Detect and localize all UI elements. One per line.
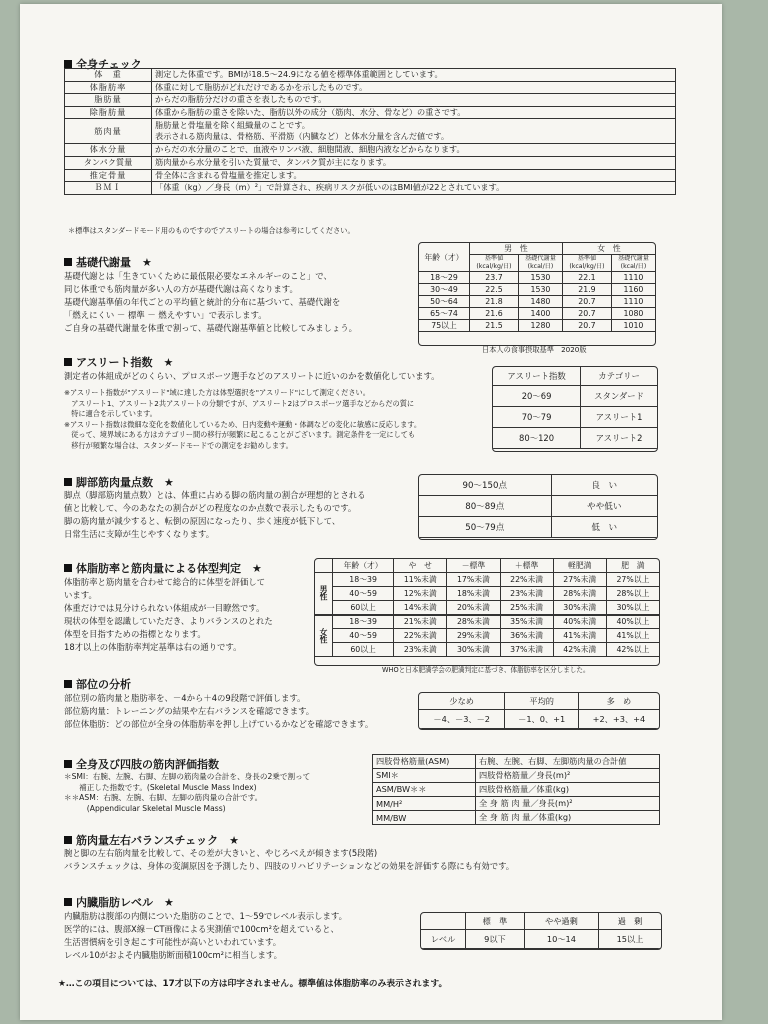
table-row: 75以上 21.5 1280 20.7 1010 (419, 320, 656, 332)
table-row: タンパク質量 筋肉量から水分量を引いた質量で、タンパク質が主になります。 (65, 156, 676, 169)
table-row: ＢＭＩ 「体重（kg）／身長（m）²」で計算され、疾病リスクが低いのはBMI値が22とされています。 (65, 182, 676, 195)
bmr-text: 基礎代謝とは「生きていくために最低限必要なエネルギーのこと」で、 同じ体重でも筋肉量が多い人の方が基礎代謝は高くなります。 基礎代謝基準値の年代ごとの平均値と統計的分布に基づいて、基礎代謝を 「燃えにくい － 標準 － 燃えやすい」で表示します。 ご自身の基礎代謝量を体重で割って、基礎代謝基準値と比較してみましょう。 (64, 271, 357, 333)
table-row: 60以上 23%未満 30%未満 37%未満 42%未満 42%以上 (315, 643, 660, 657)
segment-table: 少なめ 平均的 多 め －4、－3、－2 －1、0、+1 +2、+3、+4 (418, 692, 660, 729)
table-row: 推定骨量 骨全体に含まれる骨塩量を推定します。 (65, 169, 676, 182)
section-title-athlete-index: アスリート指数 ★ (64, 354, 173, 370)
section-title-body-check: 全身チェック (64, 56, 142, 72)
segment-table-box (418, 692, 660, 730)
section-title-bmr: 基礎代謝量 ★ (64, 254, 152, 270)
segment-text: 部位別の筋肉量と脂肪率を、－4から＋4の9段階で評価します。 部位筋肉量：トレーニングの結果や左右バランスを確認できます。 部位体脂肪：どの部位が全身の体脂肪率を押し上げているかなどを確認できます。 (64, 693, 374, 729)
section-title-visceral-fat: 内臓脂肪レベル ★ (64, 894, 174, 910)
body-type-table-box (314, 558, 660, 666)
table-row: 30～49 22.5 1530 21.9 1160 (419, 284, 656, 296)
visceral-fat-table: 標 準 やや過剰 過 剰 レベル 9以下 10～14 15以上 (420, 912, 662, 949)
table-row: ASM/BW＊＊ 四肢骨格筋量／体重(kg) (373, 783, 660, 797)
section-title-body-type: 体脂肪率と筋肉量による体型判定 ★ (64, 560, 262, 576)
visceral-fat-text: 内臓脂肪は腹部の内側についた脂肪のことで、1～59でレベル表示します。 医学的には、腹部X線－CT画像による実測値で100cm²を超えていると、 生活習慣病を引き起こす可能性が高いといわれています。 レベル10がおよそ内臓脂肪断面積100cm²に相当します。 (64, 911, 347, 960)
athlete-table-box (492, 366, 658, 452)
body-type-table: 年齢（才） や せ －標準 ＋標準 軽肥満 肥 満 男性 18～39 11%未満 17%未満 22%未満 27%未満 27%以上 40～59 12%未満 18%未満 23%未満 28%未満 28%以上 60以上 14%未満 20%未満 25%未満 30%未満 30%以上 女性 18～39 21%未満 28%未満 35%未満 40%未満 40%以上 40～59 22%未満 29%未満 36%未満 41%未満 41%以上 60以上 23%未満 30%未満 37%未満 42%未満 42%以上 (314, 558, 660, 657)
bmr-sub-1: 基礎代謝量 (kcal/日) (518, 255, 562, 272)
balance-text: 腕と脚の左右筋肉量を比較して、その差が大きいと、やじろべえが傾きます(5段階) バランスチェックは、身体の変調原因を予測したり、四肢のリハビリテーションなどの効果を評価する際にも有効です。 (64, 848, 515, 871)
table-row: 四肢骨格筋量(ASM) 右腕、左腕、右脚、左脚筋肉量の合計値 (373, 755, 660, 769)
visceral-fat-table-box (420, 912, 662, 950)
section-title-segment-analysis: 部位の分析 (64, 676, 131, 692)
table-row: MM/H² 全 身 筋 肉 量／身長(m)² (373, 797, 660, 811)
body-type-text: 体脂肪率と筋肉量を合わせて総合的に体型を評価して います。 体重だけでは見分けられない体組成が一目瞭然です。 現状の体型を認識していただき、よりバランスのとれた 体型を目指すための指標となります。 18才以上の体脂肪率判定基準は右の通りです。 (64, 577, 273, 652)
bmr-table: 年齢（才） 男 性 女 性 基準値 (kcal/kg/日) 基礎代謝量 (kcal/日) 基準値 (kcal/kg/日) 基礎代謝量 (kcal/日) 18～29 23.7 1530 22.1 1110 30～49 22.5 1530 21.9 1160 50～64 21.8 1480 20.7 1110 65～74 21.6 1400 20.7 1080 75以上 21.5 1280 20.7 1010 (418, 242, 656, 332)
table-row: 65～74 21.6 1400 20.7 1080 (419, 308, 656, 320)
leg-muscle-table-box (418, 474, 658, 540)
table-row: 70～79 アスリート1 (493, 407, 658, 428)
bmr-sub-3: 基礎代謝量 (kcal/日) (611, 255, 655, 272)
section-title-muscle-index: 全身及び四肢の筋肉評価指数 (64, 756, 219, 772)
table-row: 体 重 測定した体重です。BMIが18.5～24.9になる値を標準体重範囲としています。 (65, 69, 676, 82)
bmr-sub-2: 基準値 (kcal/kg/日) (562, 255, 611, 272)
table-row: 筋肉量 脂肪量と骨塩量を除く組織量のことです。 表示される筋肉量は、骨格筋、平滑筋（内臓など）と体水分量を含んだ値です。 (65, 119, 676, 144)
leg-muscle-table (418, 474, 658, 538)
muscle-index-notes: ＊SMI：右腕、左腕、右脚、左脚の筋肉量の合計を、身長の2乗で割って 補正した指数です。(Skeletal Muscle Mass Index) ＊＊ASM：右腕、左腕、右脚、左脚の筋肉量の合計です。 (Appendicular Skeletal Muscle Mass) (64, 772, 311, 813)
table-row: レベル 9以下 10～14 15以上 (421, 930, 662, 949)
table-row: 40～59 12%未満 18%未満 23%未満 28%未満 28%以上 (315, 587, 660, 601)
table-row: SMI＊ 四肢骨格筋量／身長(m)² (373, 769, 660, 783)
leg-muscle-text: 脚点（脚部筋肉量点数）とは、体重に占める脚の筋肉量の割合が理想的とされる 値と比較して、今のあなたの割合がどの程度なのか点数で表示したものです。 脚の筋肉量が減少すると、転倒の原因になったり、歩く速度が低下して、 日常生活に支障が生じやすくなります。 (64, 490, 366, 539)
body-check-note: ＊標準はスタンダードモード用のものですのでアスリートの場合は参考にしてください。 (68, 226, 355, 235)
muscle-index-table (372, 754, 660, 825)
table-row: MM/BW 全 身 筋 肉 量／体重(kg) (373, 811, 660, 825)
table-row: 男性 18～39 11%未満 17%未満 22%未満 27%未満 27%以上 (315, 573, 660, 587)
table-row: 18～29 23.7 1530 22.1 1110 (419, 272, 656, 284)
document-page (20, 4, 722, 1020)
table-row: 50～79点 低 い (419, 517, 658, 538)
table-row: 体脂肪率 体重に対して脂肪がどれだけであるかを示したものです。 (65, 81, 676, 94)
table-row: 50～64 21.8 1480 20.7 1110 (419, 296, 656, 308)
table-row: 20～69 スタンダード (493, 386, 658, 407)
section-title-leg-muscle: 脚部筋肉量点数 ★ (64, 474, 174, 490)
table-row: 除脂肪量 体重から脂肪の重さを除いた、脂肪以外の成分（筋肉、水分、骨など）の重さです。 (65, 106, 676, 119)
table-row: 体水分量 からだの水分量のことで、血液やリンパ液、細胞間液、細胞内液などからなります。 (65, 144, 676, 157)
table-row: －4、－3、－2 －1、0、+1 +2、+3、+4 (419, 710, 660, 729)
table-row: 90～150点 良 い (419, 475, 658, 496)
body-type-source: WHOと日本肥満学会の肥満判定に基づき、体脂肪率を区分しました。 (382, 666, 590, 674)
table-row: 40～59 22%未満 29%未満 36%未満 41%未満 41%以上 (315, 629, 660, 643)
athlete-text: 測定者の体組成がどのくらい、プロスポーツ選手などのアスリートに近いのかを数値化しています。 (64, 371, 440, 381)
table-row: 80～120 アスリート2 (493, 428, 658, 449)
bmr-sub-0: 基準値 (kcal/kg/日) (470, 255, 519, 272)
table-row: 80～89点 やや低い (419, 496, 658, 517)
athlete-notes: ※アスリート指数が"アスリード"域に達した方は体型選択を"アスリード"にして測定ください。 アスリート1、アスリート2共アスリートの分類ですが、アスリート2はプロスポーツ選手などからだの質に 特に適合を示しています。 ※アスリート指数は微細な変化を数値化しているため、日内変動や運動・体調などの変化に敏感に反応します。 従って、境界域にある方はカテゴリー間の移行が頻繁に起こることがございます。測定条件を一定にしても 移行が頻繁な場合は、スタンダードモードでの測定をお勧めします。 (64, 388, 422, 450)
table-row: 脂肪量 からだの脂肪分だけの重さを表したものです。 (65, 94, 676, 107)
table-row: 女性 18～39 21%未満 28%未満 35%未満 40%未満 40%以上 (315, 615, 660, 629)
bmr-source: 日本人の食事摂取基準 2020版 (482, 345, 587, 354)
bmr-table-box (418, 242, 656, 346)
section-title-balance: 筋肉量左右バランスチェック ★ (64, 832, 239, 848)
table-row: 60以上 14%未満 20%未満 25%未満 30%未満 30%以上 (315, 601, 660, 615)
body-check-table (64, 68, 676, 195)
footer-note: ★…この項目については、17才以下の方は印字されません。標準値は体脂肪率のみ表示されます。 (58, 979, 448, 989)
athlete-table: アスリート指数 カテゴリー 20～69 スタンダード 70～79 アスリート1 80～120 アスリート2 (492, 366, 658, 449)
